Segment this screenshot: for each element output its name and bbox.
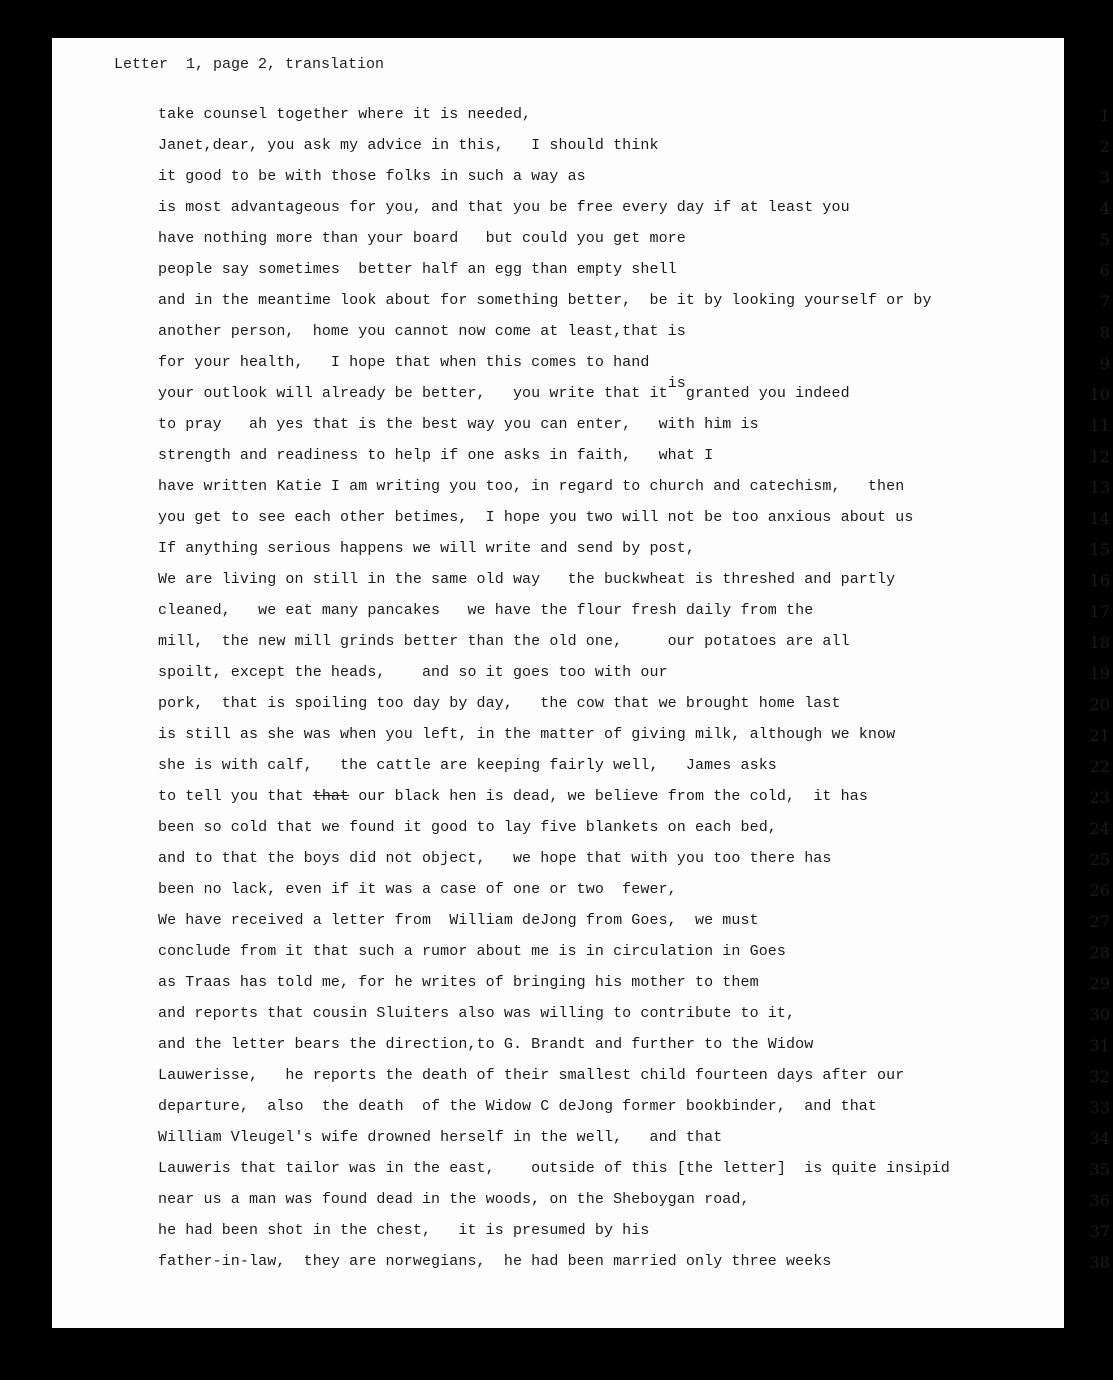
text-line bbox=[158, 166, 1110, 197]
line-text: is most advantageous for you, and that you be free every day if at least you bbox=[158, 199, 850, 216]
line-number: 11 bbox=[1089, 416, 1110, 435]
line-text: near us a man was found dead in the woods, on the Sheboygan road, bbox=[158, 1191, 750, 1208]
text-line bbox=[158, 662, 1110, 693]
line-text: We are living on still in the same old way the buckwheat is threshed and partly bbox=[158, 571, 896, 588]
line-text: it good to be with those folks in such a way as bbox=[158, 168, 586, 185]
text-line bbox=[158, 321, 1110, 352]
text-line bbox=[158, 290, 1110, 321]
line-number: 27 bbox=[1089, 912, 1110, 931]
text-line bbox=[158, 724, 1110, 755]
text-line bbox=[158, 1127, 1110, 1158]
line-text: Lauwerisse, he reports the death of their smallest child fourteen days after our bbox=[158, 1067, 905, 1084]
line-text: mill, the new mill grinds better than the old one, our potatoes are all bbox=[158, 633, 850, 650]
text-line bbox=[158, 197, 1110, 228]
line-number: 37 bbox=[1089, 1222, 1110, 1241]
line-text: cleaned, we eat many pancakes we have the flour fresh daily from the bbox=[158, 602, 814, 619]
line-text: and in the meantime look about for something better, be it by looking yourself or by bbox=[158, 292, 932, 309]
text-line bbox=[158, 972, 1110, 1003]
line-text: Lauweris that tailor was in the east, outside of this [the letter] is quite insipid bbox=[158, 1160, 950, 1177]
line-text: father-in-law, they are norwegians, he had been married only three weeks bbox=[158, 1253, 832, 1270]
line-number: 34 bbox=[1089, 1129, 1110, 1148]
line-text: conclude from it that such a rumor about me is in circulation in Goes bbox=[158, 943, 787, 960]
line-text: to tell you that that our black hen is dead, we believe from the cold, it has bbox=[158, 788, 868, 805]
line-text: people say sometimes better half an egg than empty shell bbox=[158, 261, 677, 278]
line-number: 26 bbox=[1089, 881, 1110, 900]
line-number: 24 bbox=[1089, 819, 1110, 838]
line-number: 19 bbox=[1089, 664, 1110, 683]
line-text: If anything serious happens we will write and send by post, bbox=[158, 540, 695, 557]
line-number: 9 bbox=[1099, 354, 1110, 373]
line-number: 6 bbox=[1099, 261, 1110, 280]
line-text: pork, that is spoiling too day by day, the cow that we brought home last bbox=[158, 695, 841, 712]
text-line bbox=[158, 476, 1110, 507]
text-line bbox=[158, 1096, 1110, 1127]
line-number: 14 bbox=[1089, 509, 1110, 528]
text-line bbox=[158, 1220, 1110, 1251]
line-text: he had been shot in the chest, it is presumed by his bbox=[158, 1222, 650, 1239]
line-number: 32 bbox=[1089, 1067, 1110, 1086]
line-text: been so cold that we found it good to lay five blankets on each bed, bbox=[158, 819, 777, 836]
line-number: 15 bbox=[1089, 540, 1110, 559]
line-number: 13 bbox=[1089, 478, 1110, 497]
line-number: 31 bbox=[1089, 1036, 1110, 1055]
inserted-word: is bbox=[667, 375, 686, 392]
line-text: and the letter bears the direction,to G. Brandt and further to the Widow bbox=[158, 1036, 814, 1053]
line-text: another person, home you cannot now come at least,that is bbox=[158, 323, 686, 340]
text-line bbox=[158, 375, 1110, 414]
line-number: 25 bbox=[1089, 850, 1110, 869]
line-text: to pray ah yes that is the best way you can enter, with him is bbox=[158, 416, 759, 433]
line-text: and reports that cousin Sluiters also was willing to contribute to it, bbox=[158, 1005, 796, 1022]
line-text: and to that the boys did not object, we hope that with you too there has bbox=[158, 850, 832, 867]
letter-body bbox=[158, 104, 1110, 1282]
line-text: is still as she was when you left, in the matter of giving milk, although we know bbox=[158, 726, 896, 743]
text-line bbox=[158, 104, 1110, 135]
line-text: William Vleugel's wife drowned herself in the well, and that bbox=[158, 1129, 723, 1146]
text-line bbox=[158, 569, 1110, 600]
text-line bbox=[158, 414, 1110, 445]
text-line bbox=[158, 941, 1110, 972]
line-text: spoilt, except the heads, and so it goes too with our bbox=[158, 664, 668, 681]
text-line bbox=[158, 600, 1110, 631]
text-line bbox=[158, 1034, 1110, 1065]
line-number: 30 bbox=[1089, 1005, 1110, 1024]
line-text: you get to see each other betimes, I hope you two will not be too anxious about us bbox=[158, 509, 914, 526]
line-number: 28 bbox=[1089, 943, 1110, 962]
page-header: Letter 1, page 2, translation bbox=[114, 56, 385, 73]
line-number: 22 bbox=[1089, 757, 1110, 776]
line-number: 8 bbox=[1099, 323, 1110, 342]
text-line bbox=[158, 693, 1110, 724]
line-number: 21 bbox=[1089, 726, 1110, 745]
line-text: she is with calf, the cattle are keeping fairly well, James asks bbox=[158, 757, 777, 774]
line-number: 3 bbox=[1099, 168, 1110, 187]
text-line bbox=[158, 1003, 1110, 1034]
text-line bbox=[158, 1251, 1110, 1282]
text-line bbox=[158, 135, 1110, 166]
text-line bbox=[158, 445, 1110, 476]
line-number: 16 bbox=[1089, 571, 1110, 590]
line-number: 23 bbox=[1089, 788, 1110, 807]
line-number: 7 bbox=[1099, 292, 1110, 311]
line-text: have nothing more than your board but could you get more bbox=[158, 230, 686, 247]
text-line bbox=[158, 786, 1110, 817]
text-line bbox=[158, 352, 1110, 383]
line-text: departure, also the death of the Widow C deJong former bookbinder, and that bbox=[158, 1098, 878, 1115]
text-line bbox=[158, 848, 1110, 879]
line-text: We have received a letter from William deJong from Goes, we must bbox=[158, 912, 759, 929]
text-line bbox=[158, 1065, 1110, 1096]
document-page bbox=[52, 38, 1110, 1328]
line-text: for your health, I hope that when this comes to hand bbox=[158, 354, 650, 371]
text-line bbox=[158, 755, 1110, 786]
text-line bbox=[158, 507, 1110, 538]
line-text: have written Katie I am writing you too, in regard to church and catechism, then bbox=[158, 478, 905, 495]
line-number: 20 bbox=[1089, 695, 1110, 714]
line-number: 18 bbox=[1089, 633, 1110, 652]
text-line bbox=[158, 910, 1110, 941]
text-line bbox=[158, 228, 1110, 259]
line-number: 1 bbox=[1099, 106, 1110, 125]
line-number: 29 bbox=[1089, 974, 1110, 993]
text-line bbox=[158, 879, 1110, 910]
text-line bbox=[158, 538, 1110, 569]
line-number: 17 bbox=[1089, 602, 1110, 621]
line-number: 2 bbox=[1099, 137, 1110, 156]
line-number: 5 bbox=[1099, 230, 1110, 249]
text-line bbox=[158, 1189, 1110, 1220]
line-number: 12 bbox=[1089, 447, 1110, 466]
line-text: take counsel together where it is needed, bbox=[158, 106, 532, 123]
line-number: 10 bbox=[1089, 385, 1110, 404]
line-number: 36 bbox=[1089, 1191, 1110, 1210]
line-text: your outlook will already be better, you write that itisgranted you indeed bbox=[158, 375, 850, 402]
text-line bbox=[158, 259, 1110, 290]
line-text: as Traas has told me, for he writes of bringing his mother to them bbox=[158, 974, 759, 991]
line-text: strength and readiness to help if one asks in faith, what I bbox=[158, 447, 714, 464]
line-number: 33 bbox=[1089, 1098, 1110, 1117]
line-number: 4 bbox=[1099, 199, 1110, 218]
text-line bbox=[158, 631, 1110, 662]
text-line bbox=[158, 817, 1110, 848]
line-text: Janet,dear, you ask my advice in this, I should think bbox=[158, 137, 659, 154]
text-line bbox=[158, 1158, 1110, 1189]
line-number: 35 bbox=[1089, 1160, 1110, 1179]
line-number: 38 bbox=[1089, 1253, 1110, 1272]
line-text: been no lack, even if it was a case of one or two fewer, bbox=[158, 881, 677, 898]
struck-word: that bbox=[312, 788, 350, 805]
